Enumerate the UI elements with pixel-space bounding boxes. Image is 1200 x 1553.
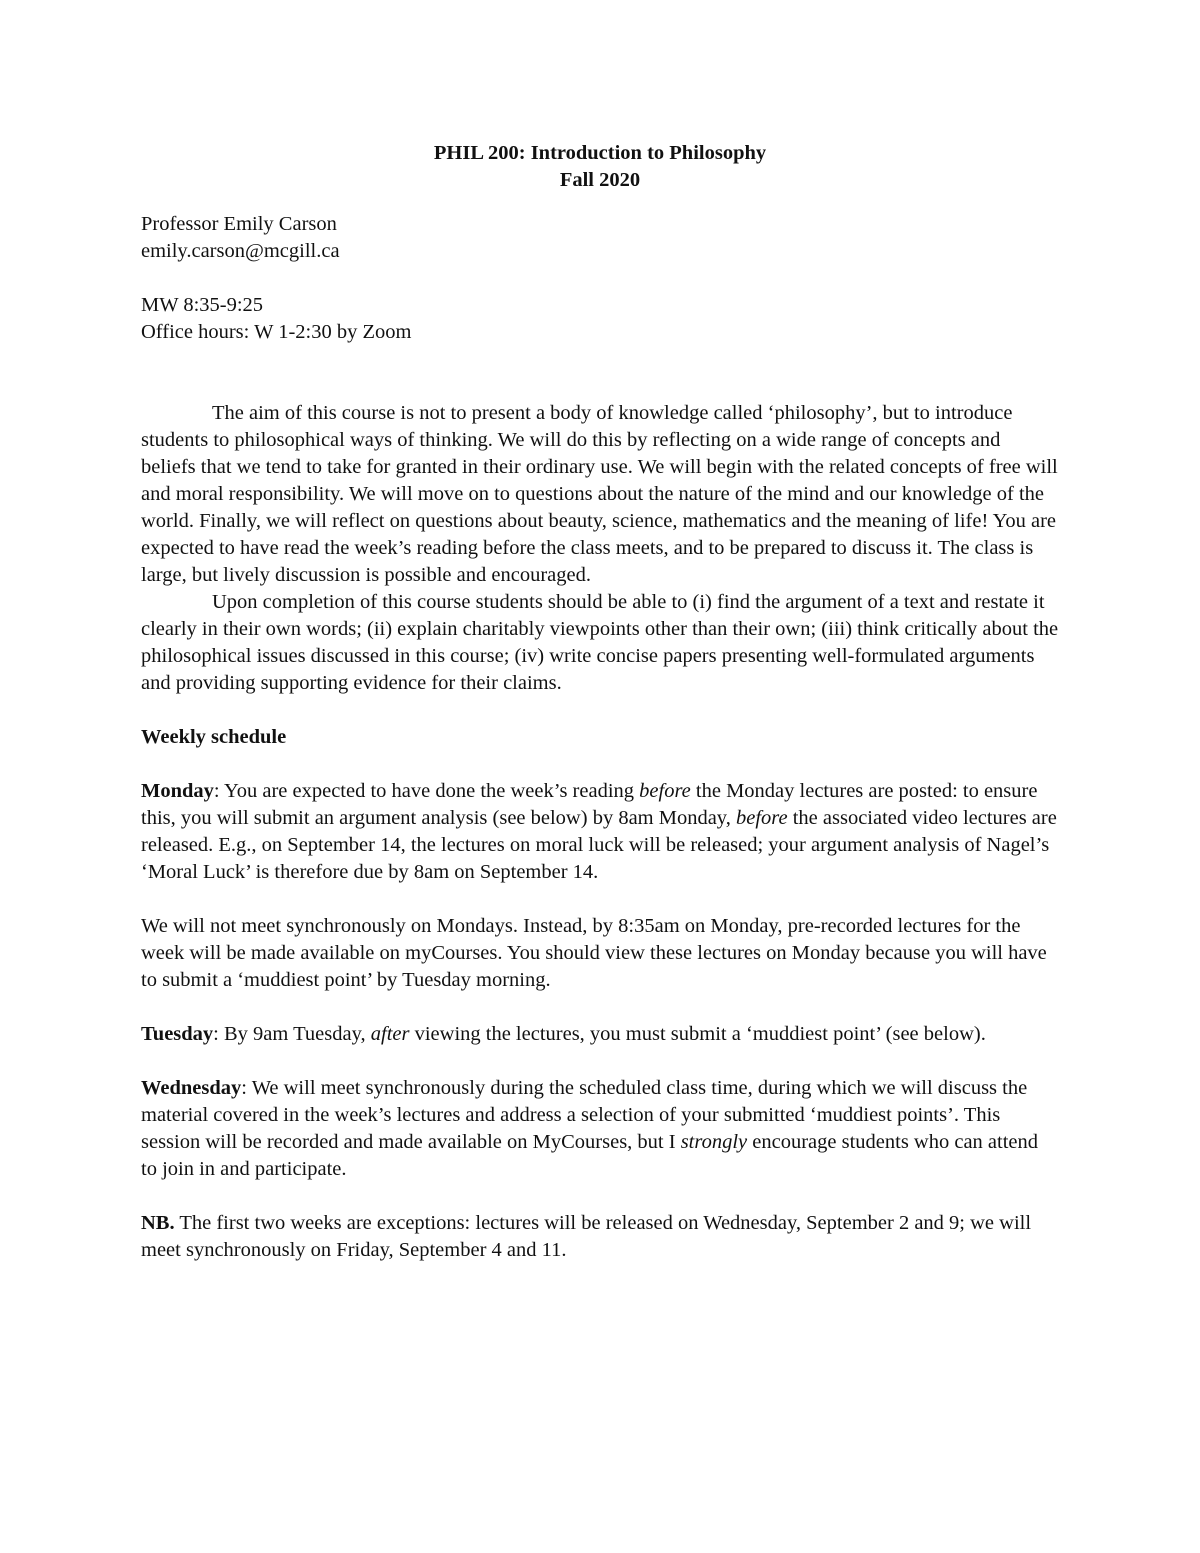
class-times-block [141,292,1059,346]
course-description [141,400,1059,697]
monday-note-paragraph: We will not meet synchronously on Mondays. Instead, by 8:35am on Monday, pre-recorded lectures for the week will be made available on myCourses. You should view these lectures on Monday because you will have to submit a ‘muddiest point’ by Tuesday morning. [141,915,1047,991]
nb-label: NB. [141,1212,175,1234]
tuesday-label: Tuesday [141,1023,214,1045]
course-term: Fall 2020 [559,169,641,191]
tuesday-paragraph [141,1021,1059,1048]
title-block [141,140,1059,194]
tuesday-text-b: viewing the lectures, you must submit a ‘muddiest point’ (see below). [409,1023,986,1045]
professor-name: Professor Emily Carson [141,213,337,235]
document-page [141,140,1059,1264]
intro-paragraph-aim: The aim of this course is not to present a body of knowledge called ‘philosophy’, but to introduce students to philosophical ways of thinking. We will do this by reflecting on a wide range of concepts and beliefs that we tend to take for granted in their ordinary use. We will begin with the related concepts of free will and moral responsibility. We will move on to questions about the nature of the mind and our knowledge of the world. Finally, we will reflect on questions about beauty, science, mathematics and the meaning of life! You are expected to have read the week’s reading before the class meets, and to be prepared to discuss it. The class is large, but lively discussion is possible and encouraged. [141,402,1058,586]
monday-emphasis-before-1: before [639,780,691,802]
wednesday-label: Wednesday [141,1077,242,1099]
office-hours: Office hours: W 1-2:30 by Zoom [141,321,412,343]
monday-text-b: the Monday lectures are posted: to ensure this, you will submit an argument analysis (see below) by 8am Monday, [141,780,1038,829]
course-title: PHIL 200: Introduction to Philosophy [433,142,767,164]
tuesday-text-a: : By 9am Tuesday, [213,1023,371,1045]
meeting-time: MW 8:35-9:25 [141,294,264,316]
professor-email: emily.carson@mcgill.ca [141,240,340,262]
intro-paragraph-outcomes: Upon completion of this course students should be able to (i) find the argument of a text and restate it clearly in their own words; (ii) explain charitably viewpoints other than their own; (iii) think critically about the philosophical issues discussed in this course; (iv) write concise papers presenting well-formulated arguments and providing supporting evidence for their claims. [141,591,1059,694]
monday-text-c: the associated video lectures are released. E.g., on September 14, the lectures on moral luck will be released; your argument analysis of Nagel’s ‘Moral Luck’ is therefore due by 8am on September 14. [141,807,1057,883]
wednesday-text-a: : We will meet synchronously during the scheduled class time, during which we will discuss the material covered in the week’s lectures and address a selection of your submitted ‘muddiest points’. This session will be recorded and made available on MyCourses, but I [141,1077,1028,1153]
nb-paragraph [141,1210,1059,1264]
weekly-schedule-heading: Weekly schedule [141,726,287,748]
monday-label: Monday [141,780,214,802]
monday-emphasis-before-2: before [735,807,788,829]
nb-text: The first two weeks are exceptions: lectures will be released on Wednesday, September 2 and 9; we will meet synchronously on Friday, September 4 and 11. [141,1212,1032,1261]
wednesday-paragraph [141,1075,1059,1183]
monday-text-a: : You are expected to have done the week’s reading [213,780,640,802]
wednesday-emphasis-strongly: strongly [680,1131,748,1153]
wednesday-text-b: encourage students who can attend to join in and participate. [141,1131,1039,1180]
contact-block [141,211,1059,265]
monday-paragraph [141,778,1059,886]
tuesday-emphasis-after: after [370,1023,410,1045]
